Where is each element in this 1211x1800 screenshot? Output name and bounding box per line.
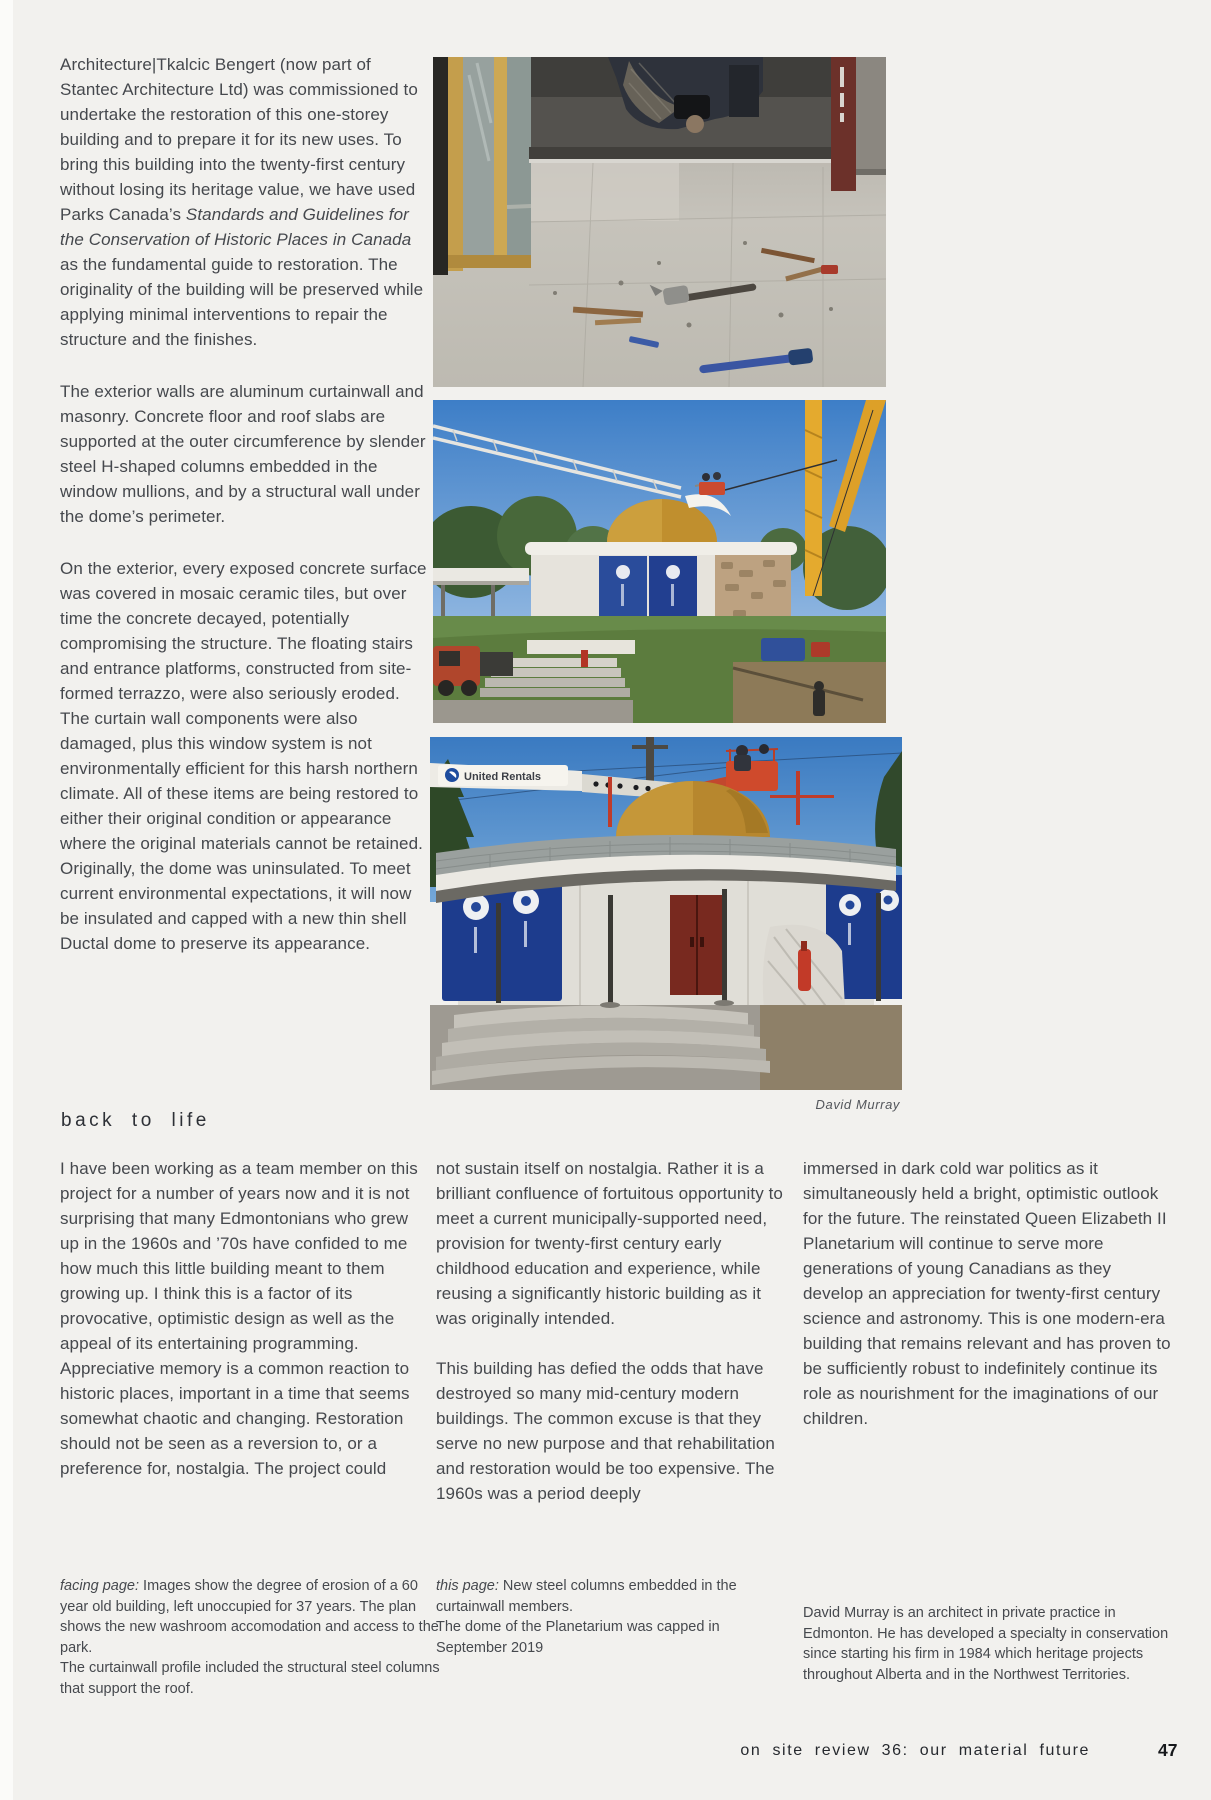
photo-doorway-debris bbox=[433, 57, 886, 387]
intro-p1-italic-title: Standards and Guidelines for the Conservation of Historic Places in Canada bbox=[60, 205, 412, 249]
intro-paragraph-2: The exterior walls are aluminum curtainwall and masonry. Concrete floor and roof slabs are supported at the outer circumference by slender steel H-shaped columns embedded in the window mullions, and by a structural wall under the dome’s perimeter. bbox=[60, 382, 426, 526]
photo-cranes-dome-image bbox=[433, 400, 886, 723]
journal-footer: on site review 36: our material future bbox=[740, 1742, 1090, 1759]
body-column-2-paragraph-2: This building has defied the odds that have destroyed so many mid-century modern buildings. The common excuse is that they serve no new purpose and that rehabilitation and restoration would be too expensive. The 1960s was a period deeply bbox=[436, 1359, 775, 1503]
intro-p1-lead: Architecture|Tkalcic Bengert (now part of Stantec Architecture Ltd) was commissioned to undertake the restoration of this one-storey building and to prepare it for its new uses. To bring this building into the twenty-first century without losing its heritage value, we have used Parks Canada’s bbox=[60, 55, 418, 224]
caption-this-page-label: this page: bbox=[436, 1578, 499, 1594]
intro-paragraph-3: On the exterior, every exposed concrete surface was covered in mosaic ceramic tiles, but over time the concrete decayed, potentially compromising the structure. The floating stairs and entrance platforms, constructed from site-formed terrazzo, were also seriously eroded. The curtain wall components were also damaged, plus this window system is not environmentally efficient for this harsh northern climate. All of these items are being restored to either their original condition or appearance where the original materials cannot be retained. Originally, the dome was uninsulated. To meet current environmental expectations, it will now be insulated and capped with a new thin shell Ductal dome to preserve its appearance. bbox=[60, 559, 427, 953]
photo-canopy-building bbox=[430, 737, 902, 1090]
photo-cranes-dome bbox=[433, 400, 886, 723]
photo-canopy-building-image bbox=[430, 737, 902, 1090]
caption-facing-page-body: Images show the degree of erosion of a 60 year old building, left unoccupied for 37 years. The plan shows the new washroom accomodation and access to the park. bbox=[60, 1578, 439, 1656]
author-bio: David Murray is an architect in private practice in Edmonton. He has developed a specialty in conservation since starting his firm in 1984 which heritage projects throughout Alberta and in the Northwest Territories. bbox=[803, 1605, 1169, 1683]
caption-facing-page bbox=[60, 1576, 444, 1699]
intro-column bbox=[60, 52, 432, 983]
photo3-boom-label: United Rentals bbox=[464, 771, 542, 783]
photo-credit: David Murray bbox=[815, 1097, 900, 1112]
body-column-2-paragraph-1: not sustain itself on nostalgia. Rather it is a brilliant confluence of fortuitous opportunity to meet a current municipally-supported need, provision for twenty-first century early childhood education and experience, while reusing a significantly historic building as it was originally intended. bbox=[436, 1159, 783, 1328]
caption-this-page-body: New steel columns embedded in the curtainwall members. bbox=[436, 1578, 737, 1615]
caption-this-page-text bbox=[436, 1576, 784, 1617]
section-heading: back to life bbox=[61, 1110, 210, 1131]
intro-p1-tail: as the fundamental guide to restoration. The originality of the building will be preserved while applying minimal interventions to repair the structure and the finishes. bbox=[60, 255, 424, 349]
body-column-3: immersed in dark cold war politics as it simultaneously held a bright, optimistic outlook for the future. The reinstated Queen Elizabeth II Planetarium will continue to serve more generations of young Canadians as they develop an appreciation for twenty-first century science and astronomy. This is one modern-era building that remains relevant and has proven to be sufficiently robust to indefinitely continue its role as nourishment for the imaginations of our children. bbox=[803, 1159, 1171, 1428]
caption-facing-page-text bbox=[60, 1576, 444, 1658]
photo-doorway-debris-image bbox=[433, 57, 886, 387]
caption-this-page bbox=[436, 1576, 784, 1658]
intro-paragraph-1 bbox=[60, 52, 432, 352]
caption-facing-page-text2: The curtainwall profile included the structural steel columns that support the roof. bbox=[60, 1660, 440, 1697]
page-edge bbox=[0, 0, 13, 1800]
body-column-2 bbox=[436, 1156, 788, 1531]
body-column-1: I have been working as a team member on this project for a number of years now and it is not surprising that many Edmontonians who grew up in the 1960s and ’70s have confided to me how much this little building meant to them growing up. I think this is a factor of its provocative, optimistic design as well as the appeal of its entertaining programming. Appreciative memory is a common reaction to historic places, important in a time that seems somewhat chaotic and changing. Restoration should not be seen as a reversion to, or a preference for, nostalgia. The project could bbox=[60, 1159, 418, 1478]
page-number: 47 bbox=[1158, 1740, 1178, 1760]
caption-facing-page-label: facing page: bbox=[60, 1578, 140, 1594]
caption-this-page-text2: The dome of the Planetarium was capped in September 2019 bbox=[436, 1619, 720, 1656]
